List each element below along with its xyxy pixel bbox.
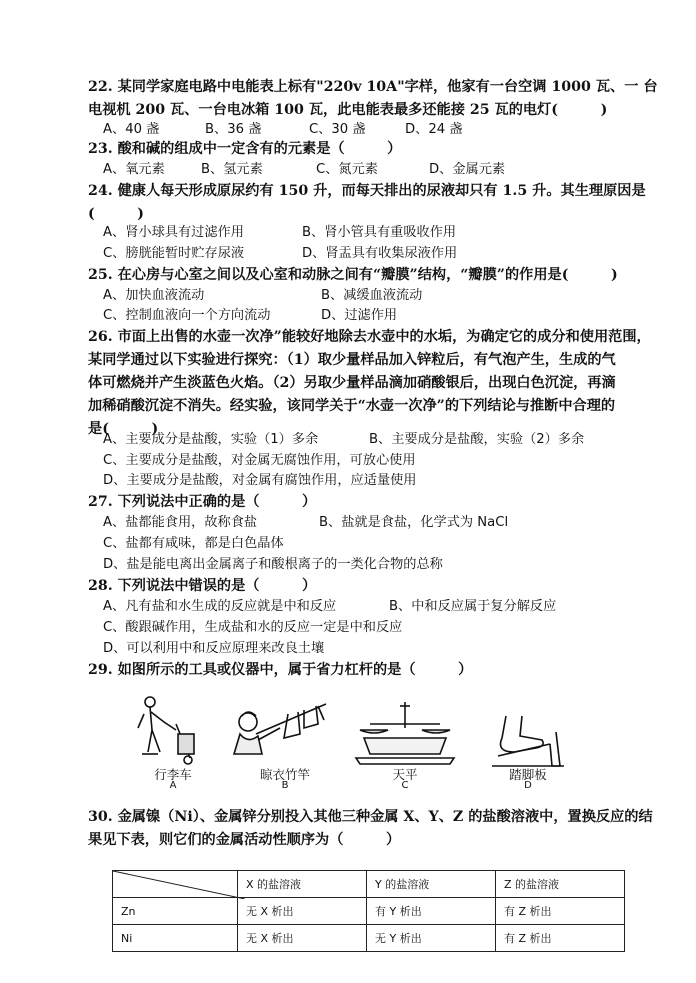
q26-option-d: D、主要成分是盐酸，对金属有腐蚀作用，应适量使用	[103, 473, 417, 488]
question-22	[88, 76, 658, 122]
question-30	[88, 806, 653, 852]
q28-option-c: C、酸跟碱作用，生成盐和水的反应一定是中和反应	[103, 620, 403, 635]
table-cell: 无 X 析出	[238, 898, 367, 925]
q22-option-a: A、40 盏	[103, 122, 160, 137]
q22-option-d: D、24 盏	[405, 122, 463, 137]
header-x: X 的盐溶液	[238, 871, 367, 898]
q25-option-d: D、过滤作用	[321, 308, 398, 323]
table-corner-cell	[113, 871, 238, 898]
question-29-line-1: 29. 如图所示的工具或仪器中，属于省力杠杆的是（ ）	[88, 662, 473, 678]
question-27-line-1: 27. 下列说法中正确的是（ ）	[88, 494, 317, 510]
question-22-line-1: 22. 某同学家庭电路中电能表上标有"220v 10A"字样，他家有一台空调 1000 瓦、一 台	[88, 79, 658, 95]
q25-option-a: A、加快血液流动	[103, 288, 205, 303]
row-label: Ni	[113, 925, 238, 952]
letter-a: A	[169, 780, 177, 791]
question-29	[88, 659, 648, 682]
q27-option-c: C、盐都有咸味，都是白色晶体	[103, 536, 284, 551]
header-y: Y 的盐溶液	[367, 871, 496, 898]
q28-option-d: D、可以利用中和反应原理来改良土壤	[103, 641, 325, 656]
q24-option-d: D、肾盂具有收集尿液作用	[302, 246, 458, 261]
caption-bamboo-pole: 晾衣竹竿	[259, 767, 310, 782]
question-23	[88, 138, 648, 161]
question-26-line-1: 26. 市面上出售的水壶一次净”能较好地除去水壶中的水垢，为确定它的成分和使用范围，	[88, 329, 651, 345]
metal-reaction-table	[112, 870, 625, 952]
letter-d: D	[524, 780, 532, 791]
q25-option-c: C、控制血液向一个方向流动	[103, 308, 271, 323]
q23-option-d: D、金属元素	[429, 162, 506, 177]
question-26-line-3: 体可燃烧并产生淡蓝色火焰。（2）另取少量样品滴加硝酸银后，出现白色沉淀，再滴	[88, 375, 616, 391]
question-30-line-2: 果见下表，则它们的金属活动性顺序为（ ）	[88, 832, 401, 848]
foot-pedal-figure	[486, 712, 566, 768]
luggage-cart-figure	[128, 694, 220, 766]
question-24-line-1: 24. 健康人每天形成原尿约有 150 升，而每天排出的尿液却只有 1.5 升。其生理原因是	[88, 183, 646, 199]
caption-luggage-cart: 行李车	[154, 767, 192, 782]
table-cell: 有 Z 析出	[496, 925, 625, 952]
question-25-line-1: 25. 在心房与心室之间以及心室和动脉之间有“瓣膜”结构，“瓣膜”的作用是( )	[88, 267, 618, 283]
row-label: Zn	[113, 898, 238, 925]
caption-balance: 天平	[392, 767, 418, 782]
letter-b: B	[281, 780, 289, 791]
caption-pedal: 踏脚板	[509, 767, 547, 782]
q22-option-b: B、36 盏	[205, 122, 262, 137]
question-28-line-1: 28. 下列说法中错误的是（ ）	[88, 578, 317, 594]
q24-option-c: C、膀胱能暂时贮存尿液	[103, 246, 245, 261]
question-26-line-5: 是( )	[88, 421, 159, 437]
question-27	[88, 491, 648, 514]
q24-option-b: B、肾小管具有重吸收作用	[302, 225, 457, 240]
bamboo-pole-figure	[228, 694, 338, 766]
q26-option-a: A、主要成分是盐酸，实验（1）多余	[103, 432, 319, 447]
table-cell: 有 Z 析出	[496, 898, 625, 925]
table-row	[113, 898, 625, 925]
table-cell: 无 Y 析出	[367, 925, 496, 952]
header-z: Z 的盐溶液	[496, 871, 625, 898]
table-cell: 有 Y 析出	[367, 898, 496, 925]
question-24-line-2: ( )	[88, 206, 144, 222]
letter-c: C	[401, 780, 409, 791]
q23-option-c: C、氮元素	[316, 162, 378, 177]
question-26-line-4: 加稀硝酸沉淀不消失。经实验，该同学关于“水壶一次净”的下列结论与推断中合理的	[88, 398, 616, 414]
question-28	[88, 575, 648, 598]
q23-option-a: A、氧元素	[103, 162, 165, 177]
question-26	[88, 326, 651, 441]
diagonal-line	[113, 871, 245, 899]
question-25	[88, 264, 648, 287]
question-23-line-1: 23. 酸和碱的组成中一定含有的元素是（ ）	[88, 141, 402, 157]
q25-option-b: B、减缓血液流动	[321, 288, 423, 303]
table-cell: 无 X 析出	[238, 925, 367, 952]
table-header-row	[113, 871, 625, 898]
question-26-line-2: 某同学通过以下实验进行探究：（1）取少量样品加入锌粒后，有气泡产生，生成的气	[88, 352, 616, 368]
balance-scale-figure	[350, 700, 460, 766]
q23-option-b: B、氢元素	[201, 162, 263, 177]
q27-option-a: A、盐都能食用，故称食盐	[103, 515, 258, 530]
q28-option-b: B、中和反应属于复分解反应	[389, 599, 557, 614]
q26-option-b: B、主要成分是盐酸，实验（2）多余	[369, 432, 585, 447]
question-30-line-1: 30. 金属镍（Ni）、金属锌分别投入其他三种金属 X、Y、Z 的盐酸溶液中，置换反应的结	[88, 809, 653, 825]
q22-option-c: C、30 盏	[309, 122, 366, 137]
question-24	[88, 180, 648, 226]
q24-option-a: A、肾小球具有过滤作用	[103, 225, 244, 240]
table-row	[113, 925, 625, 952]
q27-option-d: D、盐是能电离出金属离子和酸根离子的一类化合物的总称	[103, 557, 443, 572]
q26-option-c: C、主要成分是盐酸，对金属无腐蚀作用，可放心使用	[103, 453, 416, 468]
q28-option-a: A、凡有盐和水生成的反应就是中和反应	[103, 599, 337, 614]
q27-option-b: B、盐就是食盐，化学式为 NaCl	[319, 515, 509, 530]
question-22-line-2: 电视机 200 瓦、一台电冰箱 100 瓦，此电能表最多还能接 25 瓦的电灯( )	[88, 102, 608, 118]
